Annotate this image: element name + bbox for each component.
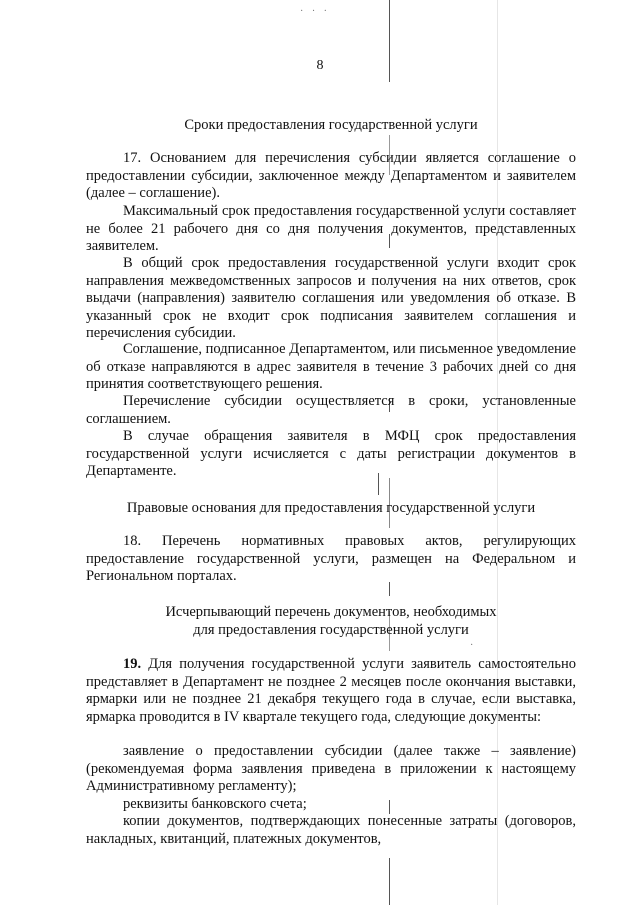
paragraph: Максимальный срок предоставления государственной услуги составляет не более 21 рабочего дня со дня получения документов, представленных заявителем.	[86, 203, 576, 255]
paragraph: реквизиты банковского счета;	[123, 796, 307, 812]
section-heading-line: Исчерпывающий перечень документов, необходимых	[165, 604, 497, 620]
paragraph	[86, 656, 576, 726]
section-heading	[86, 603, 576, 639]
paragraph: Соглашение, подписанное Департаментом, или письменное уведомление об отказе направляются в адрес заявителя в течение 3 рабочих дней со дня принятия соответствующего решения.	[86, 341, 576, 393]
scan-artifact-dots: · · ·	[300, 6, 330, 17]
section-heading: Сроки предоставления государственной услуги	[184, 117, 478, 133]
paragraph: заявление о предоставлении субсидии (далее также – заявление) (рекомендуемая форма заявления приведена в приложении к настоящему Административному регламенту);	[86, 743, 576, 795]
page-number: 8	[316, 58, 324, 73]
scan-artifact-line	[389, 858, 390, 905]
paragraph: 18. Перечень нормативных правовых актов, регулирующих предоставление государственной услуги, размещен на Федеральном и Региональном порталах.	[86, 533, 576, 585]
paragraph: Перечисление субсидии осуществляется в сроки, установленные соглашением.	[86, 393, 576, 427]
section-heading-line: для предоставления государственной услуги	[193, 622, 469, 638]
paragraph: В случае обращения заявителя в МФЦ срок предоставления государственной услуги исчисляется с даты регистрации документов в Департаменте.	[86, 428, 576, 480]
paragraph: копии документов, подтверждающих понесенные затраты (договоров, накладных, квитанций, платежных документов,	[86, 813, 576, 847]
paragraph-text: Для получения государственной услуги заявитель самостоятельно представляет в Департамент не позднее 2 месяцев после окончания выставки, ярмарки или не позднее 21 декабря текущего года в случае, если выставка, ярмарка проводится в IV квартале текущего года, следующие документы:	[86, 656, 576, 725]
section-heading: Правовые основания для предоставления государственной услуги	[126, 500, 536, 516]
paragraph: 17. Основанием для перечисления субсидии является соглашение о предоставлении субсидии, заключенное между Департаментом и заявителем (далее – соглашение).	[86, 150, 576, 202]
scan-artifact-dots: ·	[470, 640, 477, 651]
paragraph: В общий срок предоставления государственной услуги входит срок направления межведомственных запросов и получения на них ответов, срок выдачи (направления) заявителю соглашения или уведомления об отказе. В указанный срок не входит срок подписания заявителем соглашения и перечисления субсидии.	[86, 255, 576, 342]
item-number: 19.	[123, 656, 142, 672]
